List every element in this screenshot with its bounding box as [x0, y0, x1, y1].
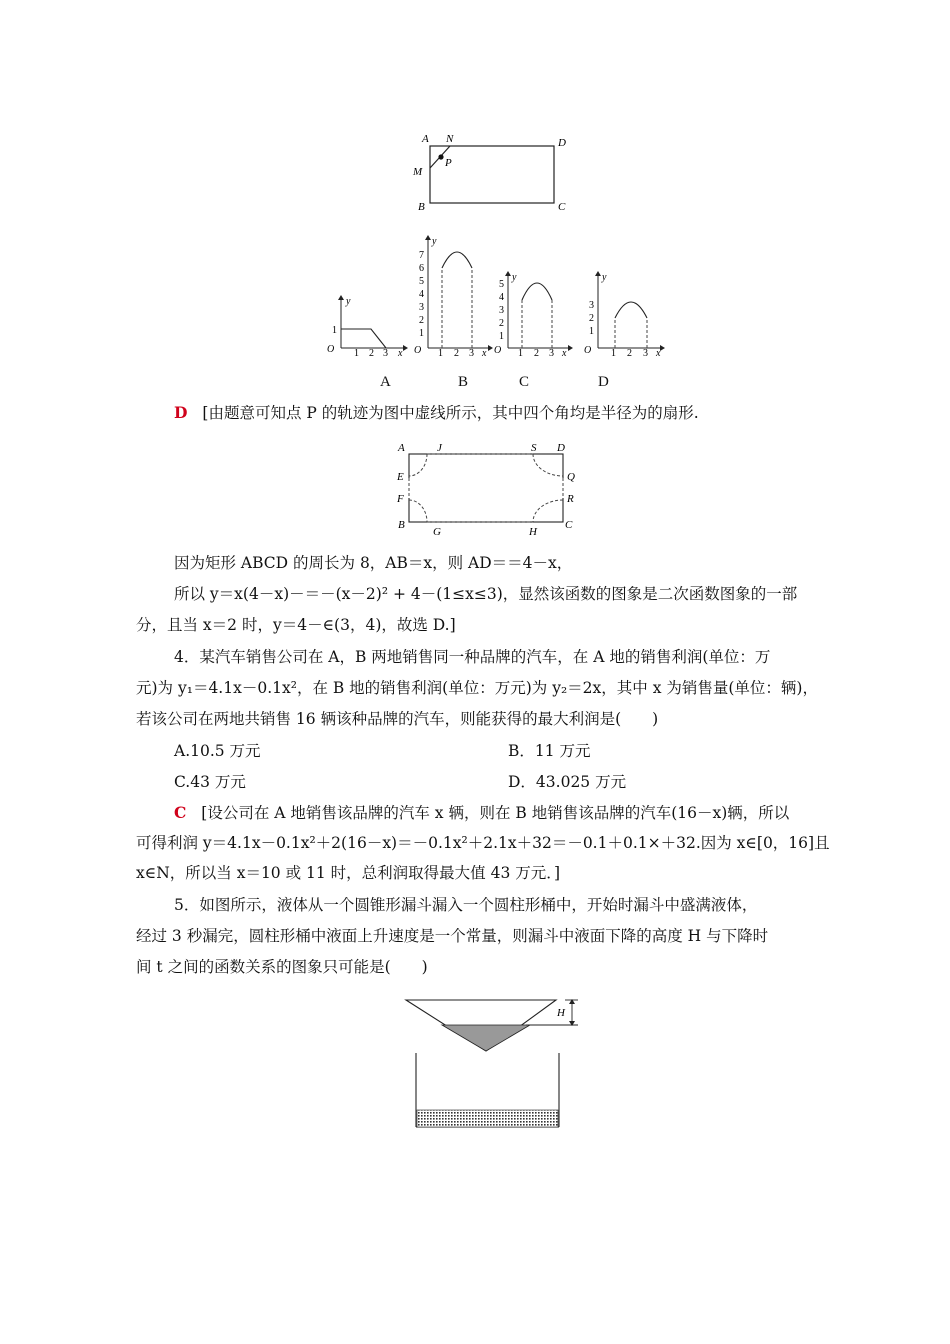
q4-option-b: B．11 万元: [508, 742, 591, 760]
graph-c-x-label: x: [562, 348, 567, 358]
graph-c-xtick-1: 1: [518, 348, 523, 358]
label-d: D: [558, 137, 566, 149]
fig2-label-j: J: [437, 442, 442, 454]
graph-d-xtick-3: 3: [643, 348, 648, 358]
q4-option-c: C.43 万元: [174, 773, 246, 791]
graph-a-xtick-2: 2: [369, 348, 374, 357]
graph-b-ytick-7: 7: [419, 250, 424, 261]
q4-stem-line-3: 若该公司在两地共销售 16 辆该种品牌的汽车，则能获得的最大利润是( ): [136, 710, 659, 728]
graph-c-ytick-5: 5: [499, 279, 504, 290]
graph-a-origin: O: [327, 344, 335, 355]
graph-c-origin: O: [494, 345, 502, 356]
trajectory-figure: [395, 438, 585, 538]
graph-d-ytick-1: 1: [589, 326, 594, 337]
graph-b-xtick-2: 2: [454, 348, 459, 357]
graph-b-xtick-1: 1: [438, 348, 443, 357]
fig2-label-s: S: [531, 442, 537, 454]
graph-b-ytick-2: 2: [419, 315, 424, 326]
q4-explanation-line-1: [174, 802, 854, 824]
fig2-label-h: H: [529, 526, 537, 538]
fig2-label-g: G: [433, 526, 441, 538]
funnel-h-label: H: [557, 1007, 565, 1019]
graph-b-origin: O: [414, 345, 422, 356]
funnel-cylinder-figure: [400, 995, 590, 1135]
q5-stem-line-1: 5．如图所示，液体从一个圆锥形漏斗漏入一个圆柱形桶中，开始时漏斗中盛满液体，: [174, 896, 758, 914]
choice-label-a: A: [380, 374, 391, 390]
q5-stem-line-3: 间 t 之间的函数关系的图象只可能是( ): [136, 958, 428, 976]
label-m: M: [413, 166, 423, 178]
graph-c-curve: [522, 283, 552, 300]
graph-b-ytick-4: 4: [419, 289, 424, 300]
fig2-label-f: F: [397, 493, 404, 505]
q4-option-a: A.10.5 万元: [174, 742, 261, 760]
q3-line-3: 所以 y＝x(4－x)－＝－(x－2)² + 4－(1≤x≤3)，显然该函数的图象是二次函数图象的一部: [174, 585, 798, 603]
graph-d-ytick-2: 2: [589, 313, 594, 324]
graph-a-y-label: y: [346, 296, 351, 307]
graph-a: [325, 292, 410, 357]
graph-b-y-label: y: [432, 236, 437, 247]
rectangle-figure: [405, 128, 585, 218]
graph-b-xtick-3: 3: [469, 348, 474, 357]
cylinder-liquid: [417, 1110, 558, 1127]
q3-answer: D: [174, 403, 188, 422]
label-a: A: [422, 133, 429, 145]
graph-c-y-label: y: [512, 272, 517, 283]
graph-d-xtick-2: 2: [627, 348, 632, 358]
graph-c-ytick-3: 3: [499, 305, 504, 316]
fig2-label-r: R: [567, 493, 574, 505]
fig2-label-c: C: [565, 519, 573, 531]
graph-a-x-label: x: [398, 348, 403, 357]
choice-label-b: B: [458, 374, 469, 390]
graph-c-xtick-3: 3: [549, 348, 554, 358]
fig2-label-e: E: [397, 471, 404, 483]
graph-a-curve: [341, 329, 386, 348]
graph-c-ytick-1: 1: [499, 331, 504, 342]
graph-c-ytick-4: 4: [499, 292, 504, 303]
q4-explanation-line-2: 可得利润 y＝4.1x－0.1x²＋2(16－x)＝－0.1x²＋2.1x＋32＝－0.1＋0.1×＋32.因为 x∈[0，16]且: [136, 834, 830, 852]
q4-stem-line-1: 4．某汽车销售公司在 A，B 两地销售同一种品牌的汽车，在 A 地的销售利润(单位：万: [174, 648, 771, 666]
choice-label-c: C: [519, 374, 530, 390]
graph-c: [490, 268, 575, 358]
graph-c-ytick-2: 2: [499, 318, 504, 329]
q3-explanation-line-1: [174, 402, 854, 424]
graph-b-ytick-3: 3: [419, 302, 424, 313]
graph-b-ytick-1: 1: [419, 328, 424, 339]
q3-line-4: 分，且当 x＝2 时，y＝4－∈(3，4)，故选 D.]: [136, 616, 456, 634]
q4-option-d: D．43.025 万元: [508, 773, 627, 791]
q4-explain-text: [设公司在 A 地销售该品牌的汽车 x 辆，则在 B 地销售该品牌的汽车(16－x)辆，所以: [201, 804, 790, 822]
graph-d-xtick-1: 1: [611, 348, 616, 358]
q4-explanation-line-3: x∈N，所以当 x＝10 或 11 时，总利润取得最大值 43 万元．]: [136, 864, 561, 882]
graph-b: [410, 232, 495, 357]
graph-d-x-label: x: [656, 348, 661, 358]
choice-label-d: D: [598, 374, 609, 390]
graph-d-origin: O: [584, 345, 592, 356]
graph-d-curve: [615, 302, 647, 318]
label-p: P: [445, 157, 452, 169]
graph-c-xtick-2: 2: [534, 348, 539, 358]
label-c: C: [558, 201, 566, 213]
graph-b-ytick-5: 5: [419, 276, 424, 287]
graph-b-curve: [442, 252, 472, 268]
graph-a-xtick-1: 1: [354, 348, 359, 357]
q3-explain-text: [由题意可知点 P 的轨迹为图中虚线所示，其中四个角均是半径为的扇形.: [202, 404, 699, 422]
q5-stem-line-2: 经过 3 秒漏完，圆柱形桶中液面上升速度是一个常量，则漏斗中液面下降的高度 H 与下降时: [136, 927, 769, 945]
q4-answer: C: [174, 803, 187, 822]
label-n: N: [446, 133, 454, 145]
fig2-label-d: D: [557, 442, 565, 454]
q4-stem-line-2: 元)为 y₁＝4.1x－0.1x²，在 B 地的销售利润(单位：万元)为 y₂＝2x，其中 x 为销售量(单位：辆)，: [136, 679, 818, 697]
fig2-label-q: Q: [567, 471, 575, 483]
graph-a-xtick-3: 3: [383, 348, 388, 357]
graph-d: [580, 268, 670, 358]
graph-b-ytick-6: 6: [419, 263, 424, 274]
graph-b-x-label: x: [482, 348, 487, 357]
graph-d-ytick-3: 3: [589, 300, 594, 311]
graph-d-y-label: y: [602, 272, 607, 283]
graph-a-ytick: 1: [332, 325, 337, 336]
q3-line-2: 因为矩形 ABCD 的周长为 8，AB＝x，则 AD＝＝4－x，: [174, 554, 573, 572]
fig2-label-b: B: [398, 519, 405, 531]
label-b: B: [418, 201, 425, 213]
fig2-label-a: A: [398, 442, 405, 454]
